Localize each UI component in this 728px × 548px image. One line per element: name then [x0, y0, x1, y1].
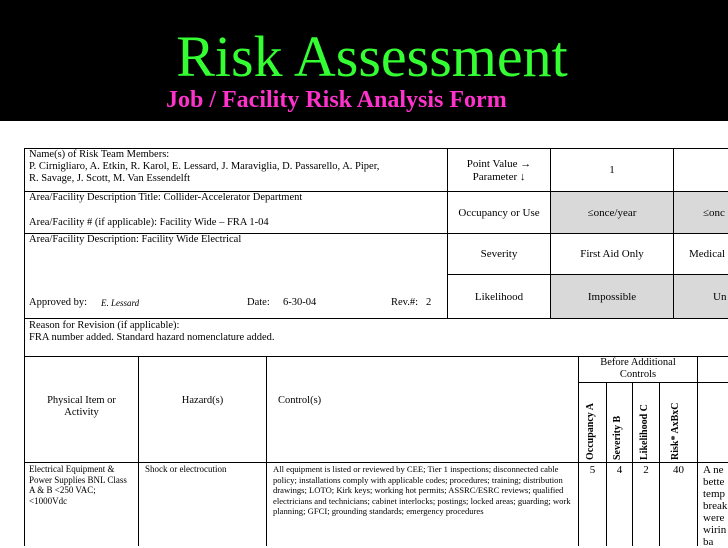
likelihood-value-1: Impossible: [587, 291, 637, 303]
approved-by-label: Approved by:: [29, 297, 88, 308]
before-controls-header-line1: Before Additional: [600, 357, 676, 368]
row-risk: 40: [673, 464, 684, 476]
page-title: Risk Assessment: [176, 24, 568, 89]
team-members-line2: R. Savage, J. Scott, M. Van Essendelft: [29, 173, 191, 184]
comment-line: bette: [703, 476, 725, 488]
col-item-header-line2: Activity: [64, 407, 99, 418]
team-label: Name(s) of Risk Team Members:: [29, 149, 170, 160]
grid-line: [24, 462, 728, 463]
row-occupancy: 5: [589, 464, 596, 476]
revision-reason-text: FRA number added. Standard hazard nomenclature added.: [29, 332, 275, 343]
grid-line: [24, 318, 728, 319]
page-subtitle: Job / Facility Risk Analysis Form: [166, 87, 507, 113]
grid-line: [447, 274, 728, 275]
comment-line: temp: [703, 488, 725, 500]
col-item-header-line1: Physical Item or: [47, 395, 116, 406]
occupancy-value-1: ≤once/year: [587, 207, 637, 219]
row-likelihood: 2: [643, 464, 649, 476]
occupancy-label: Occupancy or Use: [458, 207, 540, 219]
row-comment: [703, 464, 728, 548]
revision-number: 2: [426, 297, 432, 308]
comment-line: break: [703, 500, 728, 512]
approver-signature: E. Lessard: [101, 298, 140, 308]
col-likelihood-header: Likelihood C: [639, 404, 650, 460]
grid-line: [24, 148, 25, 546]
area-title-label: Area/Facility Description Title: Collider-Accelerator Department: [29, 192, 303, 203]
row-hazard: Shock or electrocution: [145, 464, 227, 474]
grid-line: [138, 356, 139, 546]
point-value-1: 1: [609, 164, 615, 176]
row-controls: All equipment is listed or reviewed by CEE; Tier 1 inspections; disconnected cable policy; installations comply with applicable codes; procedures; training; distribution drawings; LOTO; Kirk keys; working hot permits; ASSRC/ESRC reviews; qualified electricians and technicians; cabinet interlocks; postings; locked areas; guarding; work planning; GFCI; grounding standards; emergency procedures: [273, 464, 571, 516]
col-occupancy-header: Occupancy A: [585, 403, 596, 460]
grid-line: [673, 148, 674, 318]
severity-label: Severity: [480, 248, 518, 260]
area-number: Area/Facility # (if applicable): Facility Wide – FRA 1-04: [29, 217, 269, 228]
comment-line: wirin: [703, 524, 727, 536]
approval-date: 6-30-04: [283, 297, 317, 308]
likelihood-label: Likelihood: [474, 291, 524, 303]
severity-value-2: Medical: [689, 248, 726, 260]
grid-line: [266, 356, 267, 546]
revision-reason-label: Reason for Revision (if applicable):: [29, 320, 180, 331]
col-hazard-header: Hazard(s): [181, 395, 224, 406]
comment-line: ba: [703, 536, 714, 548]
grid-line: [697, 356, 698, 546]
col-controls-header: Control(s): [278, 395, 322, 406]
date-label: Date:: [247, 297, 270, 308]
area-description: Area/Facility Description: Facility Wide Electrical: [29, 234, 242, 245]
comment-line: A ne: [703, 464, 724, 476]
comment-line: were: [703, 512, 725, 524]
row-item: Electrical Equipment & Power Supplies BNL Class A & B <250 VAC; <1000Vdc: [29, 464, 127, 506]
likelihood-value-2: Un: [713, 291, 727, 303]
col-severity-header: Severity B: [612, 415, 623, 460]
occupancy-value-2: ≤onc: [703, 207, 725, 219]
point-value-label: Point Value →: [466, 158, 532, 170]
before-controls-header-line2: Controls: [619, 369, 657, 380]
revision-label: Rev.#:: [391, 297, 419, 308]
grid-line: [578, 382, 728, 383]
grid-line: [578, 356, 579, 546]
severity-value-1: First Aid Only: [580, 248, 644, 260]
col-risk-header: Risk* AxBxC: [670, 402, 681, 460]
team-members-line1: P. Cirnigliaro, A. Etkin, R. Karol, E. Lessard, J. Maraviglia, D. Passarello, A. Piper,: [29, 161, 380, 172]
row-severity: 4: [616, 464, 623, 476]
parameter-label: Parameter ↓: [472, 171, 526, 183]
